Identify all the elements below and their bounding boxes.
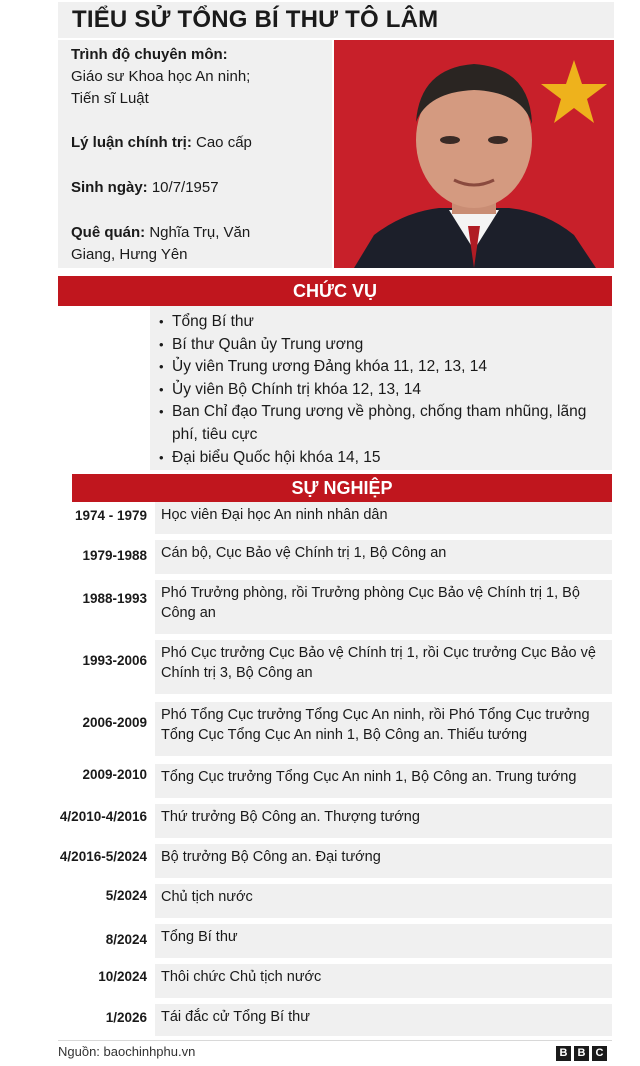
career-year: 1988-1993	[82, 591, 147, 606]
que-quan-label: Quê quán:	[71, 224, 146, 241]
chuc-vu-item: • Đại biểu Quốc hội khóa 14, 15	[159, 447, 612, 470]
footer-divider	[58, 1040, 612, 1041]
chuc-vu-item: • Ủy viên Trung ương Đảng khóa 11, 12, 13, 14	[159, 356, 612, 379]
career-desc: Bộ trưởng Bộ Công an. Đại tướng	[155, 844, 612, 878]
sinh-ngay-label: Sinh ngày:	[71, 179, 148, 196]
career-desc: Tổng Bí thư	[155, 924, 612, 958]
chuc-vu-header: CHỨC VỤ	[58, 276, 612, 306]
career-desc: Phó Tổng Cục trưởng Tổng Cục An ninh, rồi Phó Tổng Cục trưởng Tổng Cục Tổng Cục An ninh 1, Bộ Công an. Thiếu tướng	[155, 702, 612, 756]
portrait-photo	[334, 40, 614, 268]
career-year: 1993-2006	[82, 653, 147, 668]
career-year: 1/2026	[105, 1010, 147, 1025]
ly-luan-label: Lý luận chính trị:	[71, 134, 192, 151]
career-year: 8/2024	[105, 932, 147, 947]
sinh-ngay-value: 10/7/1957	[147, 179, 219, 196]
trinh-do-line1: Giáo sư Khoa học An ninh;	[71, 68, 251, 85]
trinh-do-line2: Tiến sĩ Luật	[71, 90, 149, 107]
sinh-ngay-block	[71, 177, 332, 199]
chuc-vu-item: • Bí thư Quân ủy Trung ương	[159, 334, 612, 357]
ly-luan-value: Cao cấp	[191, 134, 252, 151]
career-year: 1979-1988	[82, 548, 147, 563]
portrait-illustration	[334, 40, 614, 268]
career-year: 4/2016-5/2024	[59, 849, 147, 864]
info-panel	[58, 40, 332, 268]
que-quan-value-1: Nghĩa Trụ, Văn	[145, 224, 251, 241]
trinh-do-block	[71, 44, 332, 110]
title-bar	[58, 2, 614, 38]
career-desc: Tổng Cục trưởng Tổng Cục An ninh 1, Bộ Công an. Trung tướng	[155, 764, 612, 798]
career-desc: Học viên Đại học An ninh nhân dân	[155, 502, 612, 534]
career-desc: Phó Cục trưởng Cục Bảo vệ Chính trị 1, rồi Cục trưởng Cục Bảo vệ Chính trị 3, Bộ Công an	[155, 640, 612, 694]
su-nghiep-header: SỰ NGHIỆP	[72, 474, 612, 502]
source-credit: Nguồn: baochinhphu.vn	[58, 1044, 196, 1059]
bbc-logo-letter: B	[556, 1046, 571, 1061]
career-desc: Thứ trưởng Bộ Công an. Thượng tướng	[155, 804, 612, 838]
trinh-do-label: Trình độ chuyên môn:	[71, 46, 228, 63]
career-desc: Chủ tịch nước	[155, 884, 612, 918]
chuc-vu-list	[150, 306, 612, 470]
bbc-logo	[556, 1046, 607, 1061]
career-desc: Thôi chức Chủ tịch nước	[155, 964, 612, 998]
que-quan-block	[71, 222, 332, 266]
career-desc: Cán bộ, Cục Bảo vệ Chính trị 1, Bộ Công an	[155, 540, 612, 574]
ly-luan-block	[71, 132, 332, 154]
career-year: 2006-2009	[82, 715, 147, 730]
career-year: 1974 - 1979	[74, 508, 147, 523]
chuc-vu-item: • Tổng Bí thư	[159, 311, 612, 334]
que-quan-value-2: Giang, Hưng Yên	[71, 246, 188, 263]
chuc-vu-item: • Ủy viên Bộ Chính trị khóa 12, 13, 14	[159, 379, 612, 402]
bbc-logo-letter: C	[592, 1046, 607, 1061]
career-year: 10/2024	[98, 969, 147, 984]
career-desc: Tái đắc cử Tổng Bí thư	[155, 1004, 612, 1036]
career-year: 2009-2010	[82, 767, 147, 782]
chuc-vu-item: • Ban Chỉ đạo Trung ương về phòng, chống tham nhũng, lãng phí, tiêu cực	[159, 401, 612, 446]
career-year: 5/2024	[105, 888, 147, 903]
bbc-logo-letter: B	[574, 1046, 589, 1061]
page-title: TIỂU SỬ TỔNG BÍ THƯ TÔ LÂM	[72, 6, 439, 33]
career-year: 4/2010-4/2016	[59, 809, 147, 824]
career-desc: Phó Trưởng phòng, rồi Trưởng phòng Cục Bảo vệ Chính trị 1, Bộ Công an	[155, 580, 612, 634]
